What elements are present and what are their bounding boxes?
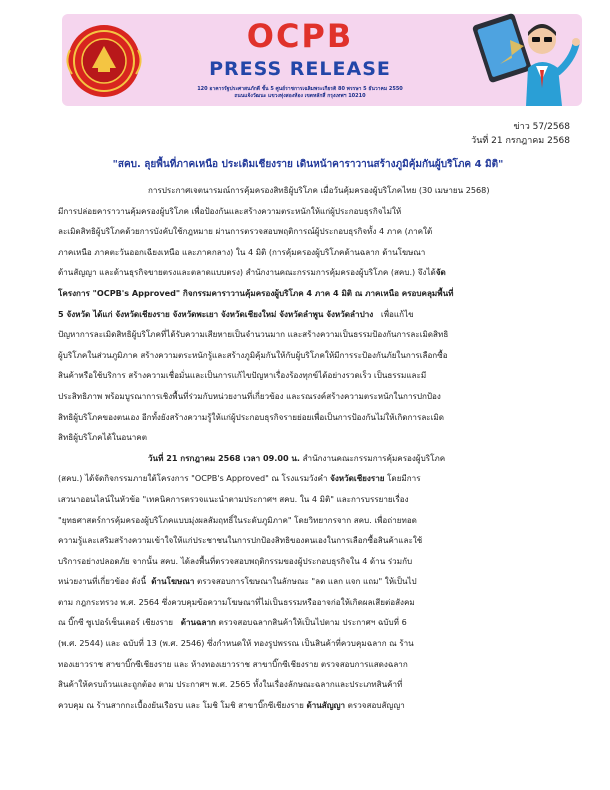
body-line: วันที่ 21 กรกฎาคม 2568 เวลา 09.00 น. สำนักงานคณะกรรมการคุ้มครองผู้บริโภค <box>148 452 446 463</box>
headline: "สคบ. ลุยพื้นที่ภาคเหนือ ประเดิมเชียงราย เดินหน้าคาราวานสร้างภูมิคุ้มกันผู้บริโภค 4 มิติ" <box>112 159 504 170</box>
body-line: 5 จังหวัด ได้แก่ จังหวัดเชียงราย จังหวัดพะเยา จังหวัดเชียงใหม่ จังหวัดลำพูน จังหวัดลำปาง เพื่อแก้ไข <box>58 308 414 319</box>
body-line: ณ บิ๊กซี ซูเปอร์เซ็นเตอร์ เชียงราย ด้านฉลาก ตรวจสอบฉลากสินค้าให้เป็นไปตาม ประกาศฯ ฉบับที่ 6 <box>58 617 407 628</box>
body-line: ละเมิดสิทธิผู้บริโภคด้วยการบังคับใช้กฎหมาย ผ่านการตรวจสอบพฤติการณ์ผู้ประกอบธุรกิจทั้ง 4 ภาค (ภาคใต้ <box>58 226 433 237</box>
body-line: ภาคเหนือ ภาคตะวันออกเฉียงเหนือ และภาคกลาง) ใน 4 มิติ (การคุ้มครองผู้บริโภคด้านฉลาก ด้านโฆษณา <box>58 246 426 257</box>
press-title: OCPB <box>246 17 354 55</box>
body-line: สิทธิผู้บริโภคของตนเอง อีกทั้งยังสร้างความรู้ให้แก่ผู้ประกอบธุรกิจรายย่อยเพื่อเป็นการป้องกันไม่ให้เกิดการละเมิด <box>58 411 444 422</box>
body-line: (พ.ศ. 2544) และ ฉบับที่ 13 (พ.ศ. 2546) ซึ่งกำหนดให้ ทองรูปพรรณ เป็นสินค้าที่ควบคุมฉลาก ณ ร้าน <box>58 638 414 649</box>
press-meta <box>471 120 570 148</box>
news-number: ข่าว 57/2568 <box>513 122 570 132</box>
body-line: ควบคุม ณ ร้านสากกะเบื้องยันเรือรบ และ โมชิ โมชิ สาขาบิ๊กซีเชียงราย ด้านสัญญา ตรวจสอบสัญญา <box>58 699 405 710</box>
body-line: เสวนาออนไลน์ในหัวข้อ "เทคนิคการตรวจแนะนำตามประกาศฯ สคบ. ใน 4 มิติ" และการบรรยายเรื่อง <box>58 493 409 504</box>
body-line: โครงการ "OCPB's Approved" กิจกรรมคาราวานคุ้มครองผู้บริโภค 4 ภาค 4 มิติ ณ ภาคเหนือ ครอบคลุมพื้นที่ <box>58 287 454 298</box>
press-date: วันที่ 21 กรกฎาคม 2568 <box>471 136 570 146</box>
body-line: ทองเยาวราช สาขาบิ๊กซีเชียงราย และ ห้างทองเยาวราช สาขาบิ๊กซีเชียงราย ตรวจสอบการแสดงฉลาก <box>58 658 408 669</box>
body-line: ผู้บริโภคในส่วนภูมิภาค สร้างความตระหนักรู้และสร้างภูมิคุ้มกันให้กับผู้บริโภคให้มีการระป้องกันภัยในการเลือกซื้อ <box>58 349 448 360</box>
mascot-tablet-icon <box>472 10 582 110</box>
article-body <box>58 180 566 715</box>
body-line: บริการอย่างปลอดภัย จากนั้น สคบ. ได้ลงพื้นที่ตรวจสอบพฤติกรรมของผู้ประกอบธุรกิจใน 4 ด้าน ร่วมกับ <box>58 555 413 566</box>
body-line: ปัญหาการละเมิดสิทธิผู้บริโภคที่ได้รับความเสียหายเป็นจำนวนมาก และสร้างความเป็นธรรมป้องกันการละเมิดสิทธิ <box>58 329 449 340</box>
body-line: สินค้าให้ครบถ้วนและถูกต้อง ตาม ประกาศฯ พ.ศ. 2565 ทั้งในเรื่องลักษณะฉลากและประเภทสินค้าที่ <box>58 679 403 690</box>
address-line-2: ถนนแจ้งวัฒนะ แขวงทุ่งสองห้อง เขตหลักสี่ กรุงเทพฯ 10210 <box>234 93 366 99</box>
body-line: ประสิทธิภาพ พร้อมบูรณาการเชิงพื้นที่ร่วมกับหน่วยงานที่เกี่ยวข้อง และรณรงค์สร้างความตระหนักในการปกป้อง <box>58 390 441 401</box>
ocpb-seal-icon <box>58 22 150 100</box>
press-subtitle: PRESS RELEASE <box>209 58 391 80</box>
body-line: มีการปล่อยคาราวานคุ้มครองผู้บริโภค เพื่อป้องกันและสร้างความตระหนักให้แก่ผู้ประกอบธุรกิจไม่ให้ <box>58 205 402 216</box>
body-line: หน่วยงานที่เกี่ยวข้อง ดังนี้ ด้านโฆษณา ตรวจสอบการโฆษณาในลักษณะ "ลด แลก แจก แถม" ให้เป็นไป <box>58 576 417 587</box>
body-line: (สคบ.) ได้จัดกิจกรรมภายใต้โครงการ "OCPB's Approved" ณ โรงแรมวังคำ จังหวัดเชียงราย โดยมีการ <box>58 473 421 484</box>
body-line: การประกาศเจตนารมณ์การคุ้มครองสิทธิผู้บริโภค เมื่อวันคุ้มครองผู้บริโภคไทย (30 เมษายน 2568) <box>148 185 490 195</box>
body-line: "ยุทธศาสตร์การคุ้มครองผู้บริโภคแบบมุ่งผลสัมฤทธิ์ในระดับภูมิภาค" โดยวิทยากรจาก สคบ. เพื่อถ่ายทอด <box>58 514 417 525</box>
body-line: ตาม กฎกระทรวง พ.ศ. 2564 ซึ่งควบคุมข้อความโฆษณาที่ไม่เป็นธรรมหรืออาจก่อให้เกิดผลเสียต่อสังคม <box>58 596 415 607</box>
body-line: สินค้าหรือใช้บริการ สร้างความเชื่อมั่นและเป็นการแก้ไขปัญหาเรื่องร้องทุกข์ได้อย่างรวดเร็ว เป็นธรรมและมี <box>58 370 427 381</box>
body-line: สิทธิผู้บริโภคได้ในอนาคต <box>58 432 147 443</box>
address-line-1: 120 อาคารรัฐประศาสนภักดี ชั้น 5 ศูนย์ราชการเฉลิมพระเกียรติ 80 พรรษา 5 ธันวาคม 2550 <box>197 86 403 92</box>
body-line: ด้านสัญญา และด้านธุรกิจขายตรงและตลาดแบบตรง) สำนักงานคณะกรรมการคุ้มครองผู้บริโภค (สคบ.) จึงได้จัด <box>58 267 446 278</box>
body-line: ความรู้และเสริมสร้างความเข้าใจให้แก่ประชาชนในการปกป้องสิทธิของตนเองในการเลือกซื้อสินค้าและใช้ <box>58 535 423 546</box>
